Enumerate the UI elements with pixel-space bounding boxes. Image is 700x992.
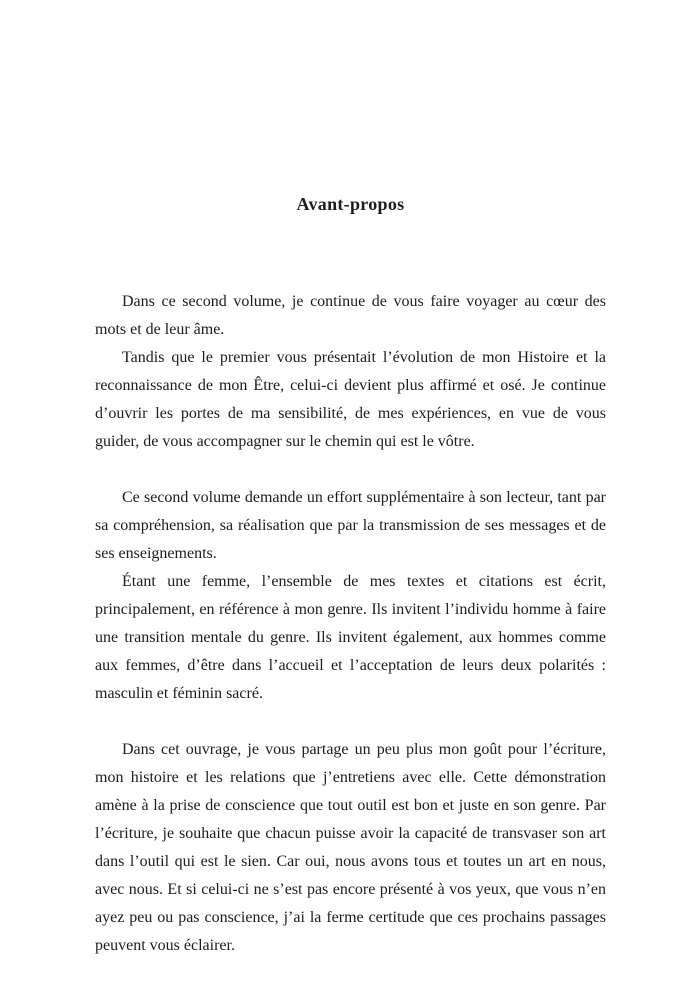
paragraph-1: Dans ce second volume, je continue de vous faire voyager au cœur des mots et de leur âme. — [95, 293, 606, 338]
paragraph-4: Étant une femme, l’ensemble de mes textes et citations est écrit, principalement, en référence à mon genre. Ils invitent l’individu homme à faire une transition mentale du genre. Ils invitent également, aux hommes comme aux femmes, d’être dans l’accueil et l’acceptation de leurs deux polarités : masculin et féminin sacré. — [95, 573, 606, 702]
page-body — [95, 288, 606, 960]
page-title: Avant-propos — [296, 194, 405, 214]
paragraph-5: Dans cet ouvrage, je vous partage un peu plus mon goût pour l’écriture, mon histoire et les relations que j’entretiens avec elle. Cette démonstration amène à la prise de conscience que tout outil est bon et juste en son genre. Par l’écriture, je souhaite que chacun puisse avoir la capacité de transvaser son art dans l’outil qui est le sien. Car oui, nous avons tous et toutes un art en nous, avec nous. Et si celui-ci ne s’est pas encore présenté à vos yeux, que vous n’en ayez peu ou pas conscience, j’ai la ferme certitude que ces prochains passages peuvent vous éclairer. — [95, 741, 606, 954]
paragraph-3: Ce second volume demande un effort supplémentaire à son lecteur, tant par sa compréhension, sa réalisation que par la transmission de ses messages et de ses enseignements. — [95, 489, 606, 562]
paragraph-2: Tandis que le premier vous présentait l’évolution de mon Histoire et la reconnaissance de mon Être, celui-ci devient plus affirmé et osé. Je continue d’ouvrir les portes de ma sensibilité, de mes expériences, en vue de vous guider, de vous accompagner sur le chemin qui est le vôtre. — [95, 349, 606, 450]
